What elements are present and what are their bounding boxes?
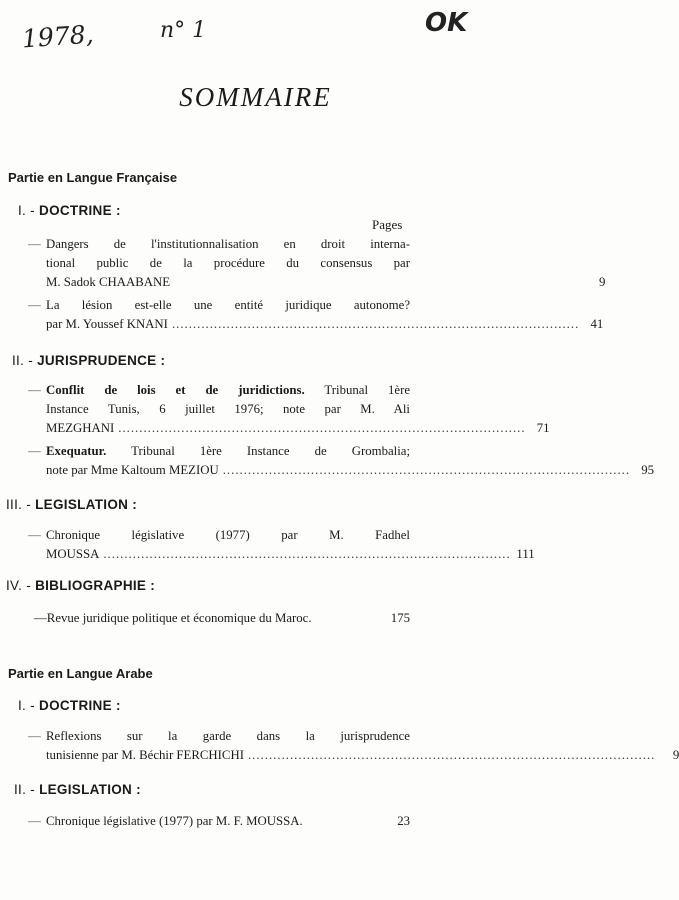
entry-line: Reflexions sur la garde dans la jurisprudence	[46, 729, 410, 743]
dash-marker: —	[28, 528, 41, 542]
pages-column-label: Pages	[372, 217, 403, 232]
entry-bold-title: Conflit de lois et de juridictions.	[46, 383, 305, 397]
handwritten-year: 1978,	[21, 19, 95, 54]
toc-entry-revue	[34, 609, 410, 628]
entry-last-line	[46, 746, 679, 765]
entry-bold-title: Exequatur.	[46, 444, 107, 458]
entry-last-line	[46, 461, 655, 480]
toc-entry-dangers	[28, 235, 606, 292]
part-french-heading: Partie en Langue Française	[8, 170, 178, 185]
entry-last-line	[46, 812, 410, 831]
entry-line: tional public de la procédure du consensus par	[46, 256, 410, 270]
dash-marker: —	[28, 814, 41, 828]
section-number: I. -	[18, 698, 35, 713]
dash-marker: —	[28, 729, 41, 743]
page-number: 71	[536, 421, 550, 435]
entry-title: Chronique législative (1977) par M. F. MOUSSA.	[46, 814, 303, 828]
dash-marker: —	[34, 611, 47, 625]
section-number: I. -	[18, 203, 35, 218]
section-legislation-fr	[6, 497, 137, 512]
entry-last-line	[46, 545, 535, 564]
section-number: III. -	[6, 497, 32, 512]
dash-marker: —	[28, 298, 41, 312]
entry-line: Dangers de l'institutionnalisation en droit interna-	[46, 237, 410, 251]
leader-dots: .................................................................................................	[118, 421, 526, 435]
page-number: 41	[590, 317, 604, 331]
entry-line	[46, 442, 410, 461]
dash-marker: —	[28, 237, 41, 251]
section-title: BIBLIOGRAPHIE :	[35, 578, 156, 593]
entry-line: La lésion est-elle une entité juridique autonome?	[46, 298, 410, 312]
part-arabic-heading: Partie en Langue Arabe	[8, 666, 153, 681]
entry-line-rest: Tribunal 1ère Instance de Grombalia;	[131, 444, 410, 458]
page-number: 95	[641, 463, 655, 477]
entry-last-line	[46, 315, 604, 334]
entry-last-line	[46, 273, 606, 292]
section-number: II. -	[14, 782, 35, 797]
page-number: 23	[397, 814, 410, 828]
page-number: 175	[390, 611, 410, 625]
entry-line: Instance Tunis, 6 juillet 1976; note par M. Ali	[46, 402, 410, 416]
entry-author: M. Sadok CHAABANE	[46, 275, 171, 289]
handwritten-number: n° 1	[160, 18, 207, 43]
section-legislation-ar	[14, 782, 141, 797]
toc-entry-lesion	[28, 296, 604, 334]
page-number: 111	[516, 547, 535, 561]
section-title: DOCTRINE :	[39, 203, 121, 218]
section-title: DOCTRINE :	[39, 698, 121, 713]
section-title: LEGISLATION :	[39, 782, 141, 797]
section-number: IV. -	[6, 578, 32, 593]
entry-line-rest: Tribunal 1ère	[324, 383, 411, 397]
entry-line: Chronique législative (1977) par M. Fadhel	[46, 528, 410, 542]
entry-last-line	[34, 609, 410, 628]
entry-line	[46, 381, 410, 400]
entry-author: MEZGHANI	[46, 421, 115, 435]
page-number: 9	[599, 275, 606, 289]
leader-dots: .................................................................................................	[222, 463, 631, 477]
leader-dots: .................................................................................................	[247, 748, 656, 762]
section-title: LEGISLATION :	[35, 497, 138, 512]
dash-marker: —	[28, 444, 41, 458]
section-number: II. -	[12, 353, 33, 368]
entry-author: tunisienne par M. Béchir FERCHICHI	[46, 748, 244, 762]
toc-entry-reflexions	[28, 727, 679, 765]
dash-marker: —	[28, 383, 41, 397]
handwritten-ok: OK	[425, 8, 468, 38]
toc-entry-chronique-ar	[28, 812, 410, 831]
page-number: 9	[672, 748, 679, 762]
section-title: JURISPRUDENCE :	[37, 353, 166, 368]
section-doctrine-fr	[18, 203, 121, 218]
toc-entry-exequatur	[28, 442, 655, 480]
leader-dots: .................................................................................................	[171, 317, 580, 331]
section-doctrine-ar	[18, 698, 121, 713]
entry-author: note par Mme Kaltoum MEZIOU	[46, 463, 219, 477]
entry-title: Revue juridique politique et économique du Maroc.	[46, 611, 312, 625]
section-jurisprudence-fr	[12, 353, 165, 368]
toc-entry-conflit	[28, 381, 550, 438]
page-title: SOMMAIRE	[179, 82, 332, 112]
entry-author: par M. Youssef KNANI	[46, 317, 168, 331]
section-bibliographie-fr	[6, 578, 155, 593]
leader-dots: .................................................................................................	[103, 547, 511, 561]
toc-entry-chronique-fr	[28, 526, 535, 564]
entry-author: MOUSSA	[46, 547, 100, 561]
entry-last-line	[46, 419, 550, 438]
